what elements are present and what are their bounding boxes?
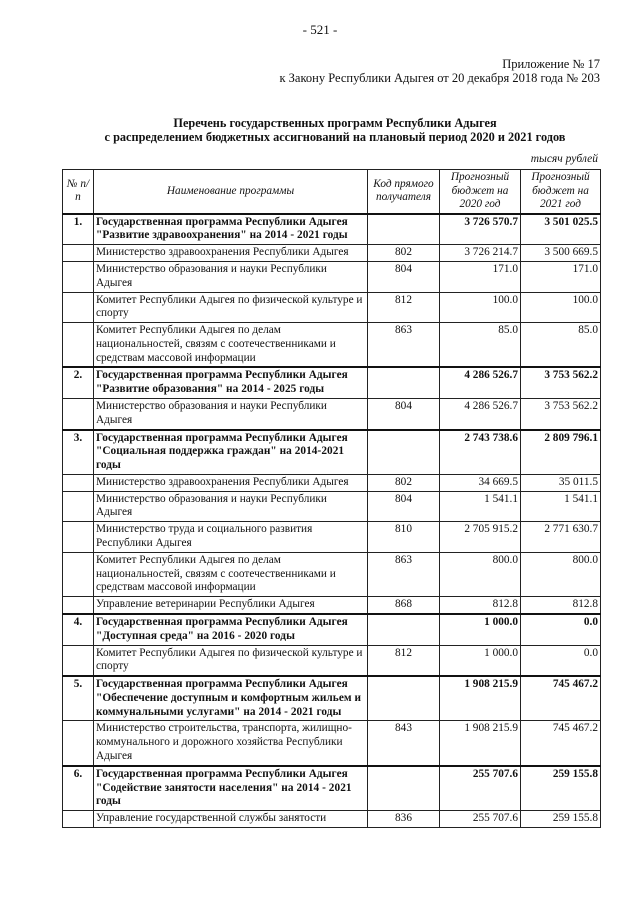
budget-2021: 2 771 630.7 [521,522,601,553]
recipient-code: 843 [368,721,440,766]
row-number [63,522,94,553]
budget-2020: 2 743 738.6 [440,430,521,475]
recipient-code [368,614,440,645]
program-name: Управление государственной службы занятости [94,811,368,828]
program-name: Государственная программа Республики Адыгея "Социальная поддержка граждан" на 2014-2021 годы [94,430,368,475]
row-number [63,645,94,676]
program-name: Министерство образования и науки Республики Адыгея [94,491,368,522]
row-number: 3. [63,430,94,475]
recipient-code [368,676,440,721]
recipient-code: 804 [368,491,440,522]
budget-2021: 3 753 562.2 [521,367,601,398]
recipient-row [63,721,601,766]
budget-2020: 85.0 [440,323,521,368]
row-number [63,292,94,323]
page-number: - 521 - [302,22,338,37]
recipient-code: 802 [368,474,440,491]
program-name: Государственная программа Республики Адыгея "Развитие здравоохранения" на 2014 - 2021 годы [94,214,368,245]
program-name: Министерство строительства, транспорта, жилищно-коммунального и дорожного хозяйства Республики Адыгея [94,721,368,766]
row-number: 5. [63,676,94,721]
header-2021: Прогнозный бюджет на 2021 год [521,170,601,214]
recipient-code: 868 [368,597,440,614]
budget-2021: 800.0 [521,552,601,596]
recipient-code: 802 [368,245,440,262]
recipient-row [63,323,601,368]
recipient-row [63,261,601,292]
budget-2021: 0.0 [521,645,601,676]
recipient-code [368,766,440,811]
recipient-row [63,292,601,323]
recipient-row [63,645,601,676]
program-row [63,766,601,811]
budget-2021: 3 501 025.5 [521,214,601,245]
budget-2020: 3 726 570.7 [440,214,521,245]
recipient-row [63,474,601,491]
program-name: Государственная программа Республики Адыгея "Содействие занятости населения" на 2014 - 2021 годы [94,766,368,811]
recipient-code: 812 [368,292,440,323]
recipient-code [368,430,440,475]
budget-2020: 1 000.0 [440,645,521,676]
recipient-row [63,245,601,262]
budget-2020: 812.8 [440,597,521,614]
row-number: 6. [63,766,94,811]
program-name: Комитет Республики Адыгея по делам национальностей, связям с соотечественниками и средствам массовой информации [94,323,368,368]
budget-2020: 1 541.1 [440,491,521,522]
budget-2021: 745 467.2 [521,676,601,721]
budget-2021: 1 541.1 [521,491,601,522]
recipient-row [63,522,601,553]
budget-2020: 171.0 [440,261,521,292]
programs-table [62,169,601,828]
program-name: Министерство здравоохранения Республики Адыгея [94,245,368,262]
units-label: тысяч рублей [530,153,598,165]
row-number [63,323,94,368]
budget-2020: 100.0 [440,292,521,323]
program-name: Комитет Республики Адыгея по физической культуре и спорту [94,292,368,323]
budget-2020: 4 286 526.7 [440,399,521,430]
row-number [63,261,94,292]
recipient-row [63,552,601,596]
program-row [63,367,601,398]
budget-2020: 2 705 915.2 [440,522,521,553]
budget-2020: 4 286 526.7 [440,367,521,398]
recipient-code: 863 [368,552,440,596]
program-row [63,214,601,245]
program-name: Министерство образования и науки Республики Адыгея [94,261,368,292]
budget-2021: 85.0 [521,323,601,368]
budget-2021: 745 467.2 [521,721,601,766]
row-number: 1. [63,214,94,245]
row-number [63,399,94,430]
budget-2021: 35 011.5 [521,474,601,491]
program-name: Управление ветеринарии Республики Адыгея [94,597,368,614]
document-title-line-1: Перечень государственных программ Республики Адыгея [173,116,497,130]
row-number [63,552,94,596]
program-name: Комитет Республики Адыгея по делам национальностей, связям с соотечественниками и средствам массовой информации [94,552,368,596]
program-name: Государственная программа Республики Адыгея "Доступная среда" на 2016 - 2020 годы [94,614,368,645]
document-title-line-2: с распределением бюджетных ассигнований на плановый период 2020 и 2021 годов [104,130,566,144]
budget-2020: 3 726 214.7 [440,245,521,262]
recipient-code: 804 [368,261,440,292]
budget-2021: 171.0 [521,261,601,292]
budget-2021: 259 155.8 [521,811,601,828]
program-row [63,614,601,645]
program-row [63,430,601,475]
recipient-code: 804 [368,399,440,430]
recipient-row [63,597,601,614]
program-name: Государственная программа Республики Адыгея "Обеспечение доступным и комфортным жильем и коммунальными услугами" на 2014 - 2021 годы [94,676,368,721]
row-number [63,491,94,522]
budget-2020: 255 707.6 [440,811,521,828]
recipient-row [63,399,601,430]
budget-2021: 100.0 [521,292,601,323]
row-number [63,721,94,766]
budget-2021: 812.8 [521,597,601,614]
row-number: 4. [63,614,94,645]
budget-2021: 2 809 796.1 [521,430,601,475]
recipient-code [368,214,440,245]
recipient-row [63,811,601,828]
header-2020: Прогнозный бюджет на 2020 год [440,170,521,214]
header-name: Наименование программы [94,170,368,214]
recipient-row [63,491,601,522]
budget-2020: 1 000.0 [440,614,521,645]
row-number [63,597,94,614]
budget-2021: 0.0 [521,614,601,645]
budget-2020: 1 908 215.9 [440,676,521,721]
program-name: Государственная программа Республики Адыгея "Развитие образования" на 2014 - 2025 годы [94,367,368,398]
row-number: 2. [63,367,94,398]
row-number [63,811,94,828]
budget-2021: 3 753 562.2 [521,399,601,430]
table-body [63,214,601,828]
program-name: Министерство образования и науки Республики Адыгея [94,399,368,430]
recipient-code [368,367,440,398]
program-row [63,676,601,721]
appendix-line-1: Приложение № 17 [502,57,600,71]
budget-2020: 34 669.5 [440,474,521,491]
budget-2020: 800.0 [440,552,521,596]
budget-2020: 1 908 215.9 [440,721,521,766]
appendix-line-2: к Закону Республики Адыгея от 20 декабря 2018 года № 203 [279,71,600,85]
row-number [63,474,94,491]
recipient-code: 812 [368,645,440,676]
program-name: Министерство труда и социального развития Республики Адыгея [94,522,368,553]
header-code: Код прямого получателя [368,170,440,214]
header-num: № п/п [63,170,94,214]
recipient-code: 810 [368,522,440,553]
budget-2020: 255 707.6 [440,766,521,811]
budget-2021: 3 500 669.5 [521,245,601,262]
budget-2021: 259 155.8 [521,766,601,811]
program-name: Комитет Республики Адыгея по физической культуре и спорту [94,645,368,676]
recipient-code: 863 [368,323,440,368]
program-name: Министерство здравоохранения Республики Адыгея [94,474,368,491]
recipient-code: 836 [368,811,440,828]
row-number [63,245,94,262]
